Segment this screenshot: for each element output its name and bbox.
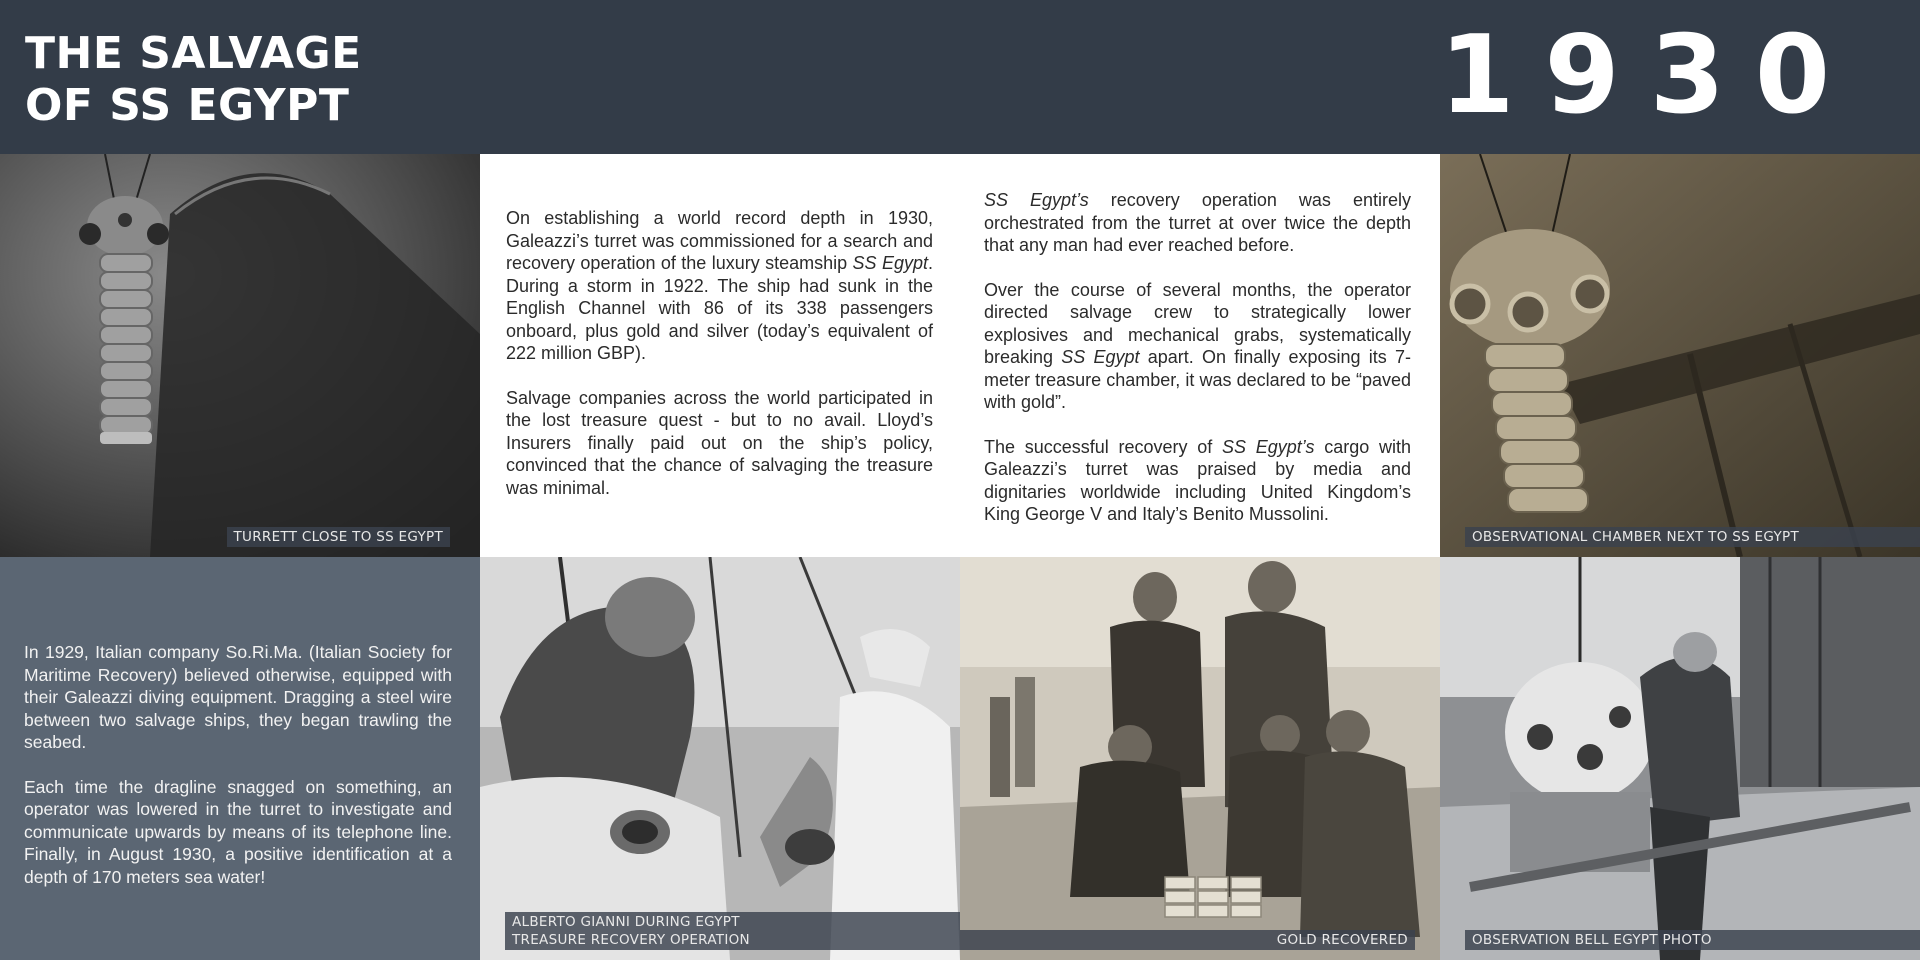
caption-line-2: TREASURE RECOVERY OPERATION [512, 932, 750, 948]
paragraph: Each time the dragline snagged on something, an operator was lowered in the turret to investigate and communicate upwards by means of its telephone line. Finally, in August 1930, a positive identification at a depth of 170 meters sea water! [24, 776, 452, 887]
photo-observation-chamber [1440, 154, 1920, 557]
photo-caption: TURRETT CLOSE TO SS EGYPT [227, 527, 451, 547]
caption-line-1: ALBERTO GIANNI DURING EGYPT [512, 914, 740, 930]
ship-name: SS Egypt [852, 253, 928, 273]
photo-caption: GOLD RECOVERED [960, 930, 1415, 950]
paragraph: In 1929, Italian company So.Ri.Ma. (Italian Society for Maritime Recovery) believed otherwise, equipped with their Galeazzi diving equipment. Dragging a steel wire between two salvage ships, they began trawling the seabed. [24, 642, 452, 752]
title-line-2: OF SS EGYPT [25, 80, 350, 131]
page-title [25, 28, 362, 132]
left-text-panel [0, 557, 480, 960]
title-line-1: THE SALVAGE [25, 28, 362, 79]
text-span: On establishing a world record depth in 1930, Galeazzi’s turret was commissioned for a search and recovery operation of the luxury steamship [506, 208, 933, 273]
text-column-1 [24, 641, 452, 910]
paragraph [984, 279, 1411, 414]
text-span: The successful recovery of [984, 436, 1223, 457]
text-span: Over the course of several months, the operator directed salvage crew to strategically lower explosives and mechanical grabs, systematically breaking [984, 279, 1411, 367]
text-column-2 [506, 207, 933, 521]
photo-caption: OBSERVATION BELL EGYPT PHOTO [1465, 930, 1920, 950]
ship-name: SS Egypt’s [1222, 436, 1315, 457]
photo-gold-recovered [960, 557, 1440, 960]
text-span: recovery operation was entirely orchestrated from the turret at over twice the depth that any man had ever reached before. [984, 190, 1411, 255]
paragraph [984, 189, 1411, 257]
text-span: cargo with Galeazzi’s turret was praised by media and dignitaries worldwide including United Kingdom’s King George V and Italy’s Benito Mussolini. [984, 436, 1411, 524]
text-column-3 [984, 189, 1411, 548]
text-span: apart. On finally exposing its 7-meter treasure chamber, it was declared to be “paved with gold”. [984, 347, 1411, 412]
photo-observation-bell [1440, 557, 1920, 960]
photo-caption [505, 912, 960, 950]
paragraph [506, 207, 933, 365]
year-label: 1930 [1439, 13, 1860, 138]
paragraph [984, 436, 1411, 526]
paragraph: Salvage companies across the world participated in the lost treasure quest - but to no avail. Lloyd’s Insurers finally paid out on the ship’s policy, convinced that the chance of salvaging the treasure was minimal. [506, 387, 933, 498]
text-span: . During a storm in 1922. The ship had sunk in the English Channel with 86 of its 338 passengers onboard, plus gold and silver (today’s equivalent of 222 million GBP). [506, 253, 933, 363]
ship-name: SS Egypt’s [984, 190, 1089, 210]
photo-alberto-gianni [480, 557, 960, 960]
photo-turret-close [0, 154, 480, 557]
header-bar [0, 0, 1920, 154]
photo-caption: OBSERVATIONAL CHAMBER NEXT TO SS EGYPT [1465, 527, 1920, 547]
ship-name: SS Egypt [1061, 347, 1140, 367]
